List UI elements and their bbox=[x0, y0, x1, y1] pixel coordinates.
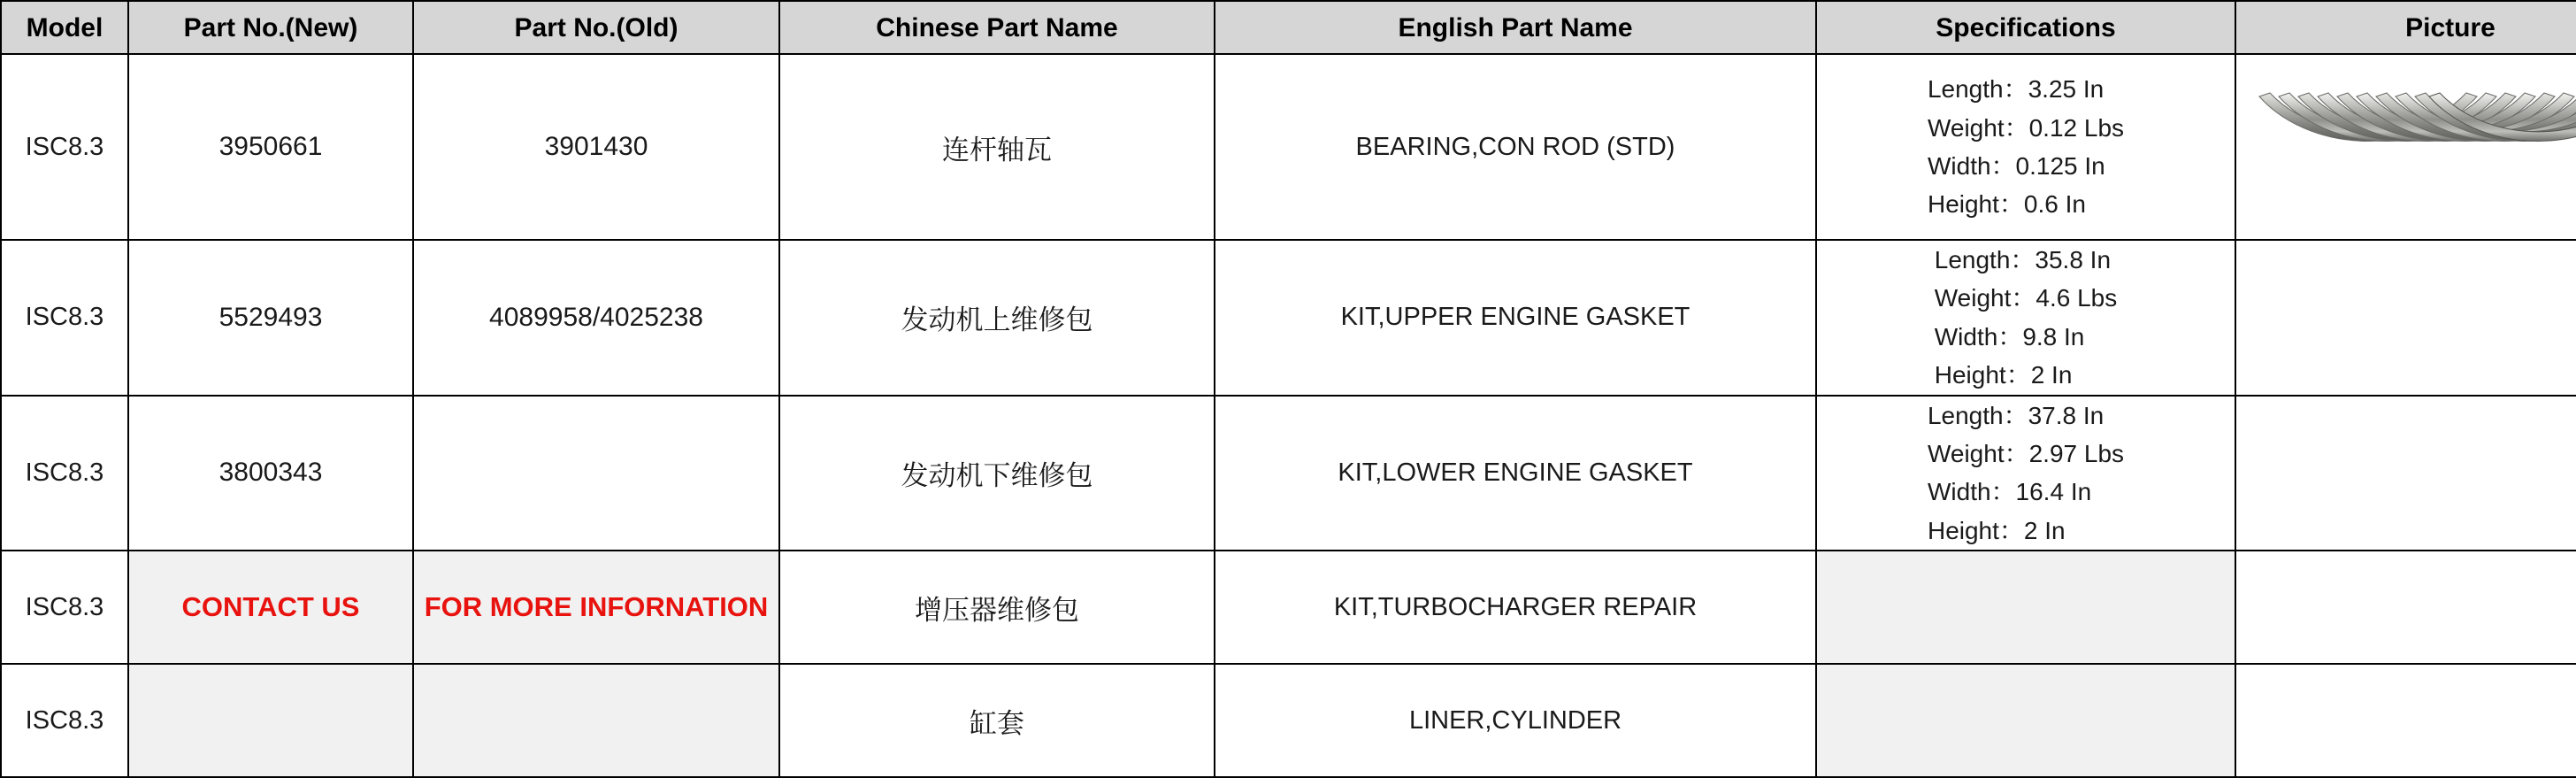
bearing-shells-image bbox=[2236, 55, 2576, 239]
cell-specifications bbox=[1816, 664, 2235, 777]
cell-part-no-new: 3950661 bbox=[128, 54, 413, 240]
header-row bbox=[1, 1, 2576, 54]
cell-chinese-name: 增压器维修包 bbox=[779, 551, 1215, 664]
table-row bbox=[1, 396, 2576, 551]
cell-model: ISC8.3 bbox=[1, 551, 128, 664]
cell-part-no-new: 3800343 bbox=[128, 396, 413, 551]
cell-part-no-old: 3901430 bbox=[413, 54, 779, 240]
column-header-chinese-part-name: Chinese Part Name bbox=[779, 1, 1215, 54]
cell-model: ISC8.3 bbox=[1, 396, 128, 551]
cell-chinese-name: 缸套 bbox=[779, 664, 1215, 777]
table-row bbox=[1, 240, 2576, 396]
column-header-model: Model bbox=[1, 1, 128, 54]
column-header-specifications: Specifications bbox=[1816, 1, 2235, 54]
spec-height: Height：0.6 In bbox=[1927, 190, 2086, 219]
cell-english-name: KIT,UPPER ENGINE GASKET bbox=[1215, 240, 1816, 396]
spec-weight: Weight：0.12 Lbs bbox=[1927, 113, 2125, 142]
cell-picture bbox=[2235, 396, 2576, 551]
spec-length: Length：35.8 In bbox=[1934, 246, 2112, 273]
cell-chinese-name: 发动机上维修包 bbox=[779, 240, 1215, 396]
cell-model: ISC8.3 bbox=[1, 664, 128, 777]
cell-english-name: BEARING,CON ROD (STD) bbox=[1215, 54, 1816, 240]
cell-specifications bbox=[1816, 396, 2235, 551]
cell-specifications bbox=[1816, 54, 2235, 240]
spec-width: Width：16.4 In bbox=[1927, 478, 2092, 506]
spec-height: Height：2 In bbox=[1927, 516, 2066, 544]
cell-part-no-new bbox=[128, 664, 413, 777]
cell-chinese-name: 连杆轴瓦 bbox=[779, 54, 1215, 240]
table-row bbox=[1, 664, 2576, 777]
cell-english-name: KIT,LOWER ENGINE GASKET bbox=[1215, 396, 1816, 551]
table-row bbox=[1, 54, 2576, 240]
cell-picture bbox=[2235, 240, 2576, 396]
column-header-picture: Picture bbox=[2235, 1, 2576, 54]
table-row bbox=[1, 551, 2576, 664]
cell-chinese-name: 发动机下维修包 bbox=[779, 396, 1215, 551]
spec-width: Width：0.125 In bbox=[1927, 152, 2105, 180]
column-header-english-part-name: English Part Name bbox=[1215, 1, 1816, 54]
cell-part-no-old bbox=[413, 664, 779, 777]
cell-model: ISC8.3 bbox=[1, 240, 128, 396]
cell-part-no-old bbox=[413, 396, 779, 551]
column-header-part-no-old: Part No.(Old) bbox=[413, 1, 779, 54]
cell-specifications bbox=[1816, 551, 2235, 664]
cell-picture bbox=[2235, 551, 2576, 664]
cell-contact-us[interactable]: CONTACT US bbox=[128, 551, 413, 664]
cell-english-name: KIT,TURBOCHARGER REPAIR bbox=[1215, 551, 1816, 664]
spec-length: Length：37.8 In bbox=[1927, 401, 2104, 429]
spec-weight: Weight：2.97 Lbs bbox=[1927, 439, 2125, 467]
cell-model: ISC8.3 bbox=[1, 54, 128, 240]
cell-part-no-new: 5529493 bbox=[128, 240, 413, 396]
cell-specifications bbox=[1816, 240, 2235, 396]
spec-length: Length：3.25 In bbox=[1927, 75, 2104, 104]
spec-height: Height：2 In bbox=[1934, 361, 2073, 389]
cell-part-no-old: 4089958/4025238 bbox=[413, 240, 779, 396]
cell-more-information[interactable]: FOR MORE INFORNATION bbox=[413, 551, 779, 664]
spec-weight: Weight：4.6 Lbs bbox=[1934, 284, 2118, 312]
table-body bbox=[1, 54, 2576, 777]
cell-english-name: LINER,CYLINDER bbox=[1215, 664, 1816, 777]
table-header bbox=[1, 1, 2576, 54]
bearing-shells-icon bbox=[2247, 63, 2576, 231]
cell-picture bbox=[2235, 54, 2576, 240]
column-header-part-no-new: Part No.(New) bbox=[128, 1, 413, 54]
cell-picture bbox=[2235, 664, 2576, 777]
spec-width: Width：9.8 In bbox=[1934, 322, 2085, 350]
